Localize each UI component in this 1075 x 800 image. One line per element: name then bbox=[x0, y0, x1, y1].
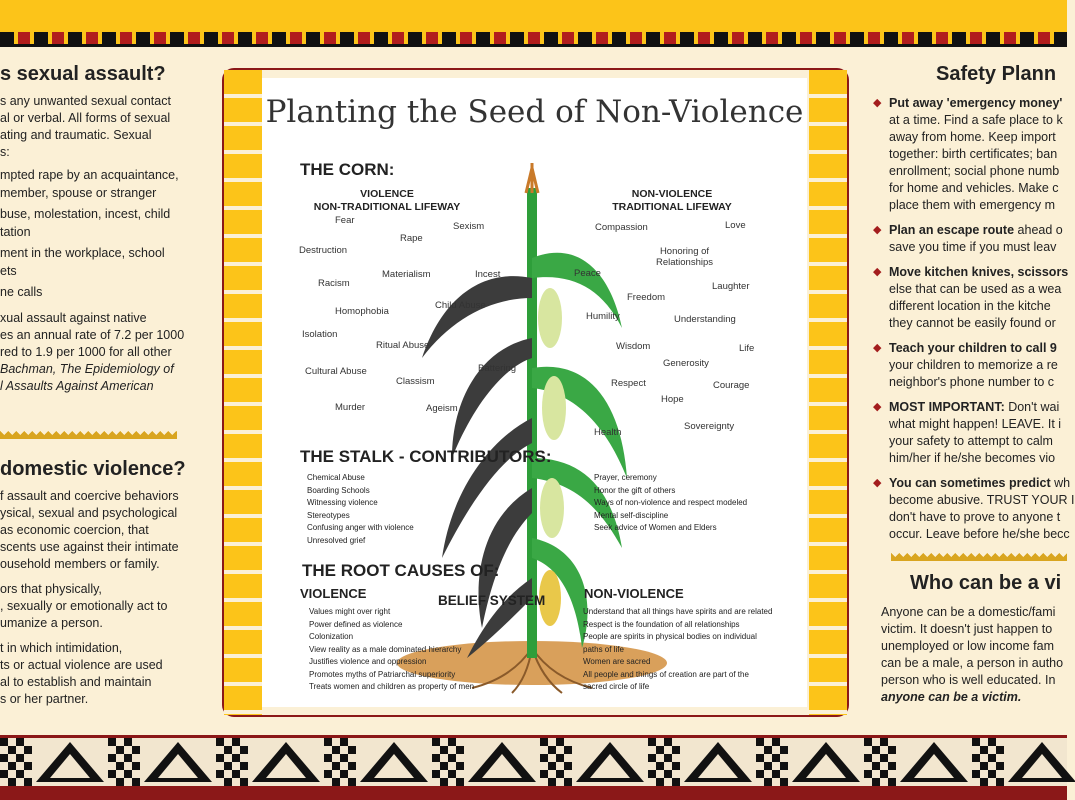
top-pattern-stripe bbox=[0, 32, 1067, 44]
text-line: ating and traumatic. Sexual bbox=[0, 128, 152, 142]
pattern-square bbox=[440, 746, 448, 754]
pattern-square bbox=[672, 762, 680, 770]
item-line: for home and vehicles. Make c bbox=[889, 181, 1059, 195]
intimidation-paragraph bbox=[0, 640, 205, 708]
poster-frame bbox=[222, 68, 849, 717]
text-line: al to establish and maintain bbox=[0, 674, 152, 689]
pattern-square bbox=[340, 754, 348, 762]
pattern-square bbox=[440, 762, 448, 770]
pattern-square bbox=[108, 738, 116, 746]
pattern-square bbox=[556, 770, 564, 778]
root-causes-heading: THE ROOT CAUSES OF: bbox=[302, 561, 500, 580]
word-sexism: Sexism bbox=[453, 221, 485, 232]
pattern-square bbox=[240, 746, 248, 754]
pattern-square bbox=[548, 746, 556, 754]
pattern-square bbox=[540, 754, 548, 762]
domestic-violence-heading: domestic violence? bbox=[0, 457, 186, 480]
pattern-square bbox=[232, 738, 240, 746]
pattern-square bbox=[348, 778, 356, 786]
text-line: ysical, sexual and psychological bbox=[0, 505, 178, 520]
pattern-square bbox=[988, 738, 996, 746]
pattern-square bbox=[996, 762, 1004, 770]
pattern-square bbox=[996, 746, 1004, 754]
word-line: Honoring of bbox=[659, 246, 710, 257]
pattern-square bbox=[116, 778, 124, 786]
item-line: they cannot be easily found or bbox=[889, 316, 1056, 330]
pattern-square bbox=[540, 738, 548, 746]
text-line: can be a male, a person in autho bbox=[881, 656, 1064, 670]
left-column bbox=[0, 60, 205, 708]
sexual-assault-heading: s sexual assault? bbox=[0, 63, 166, 85]
section-divider bbox=[0, 431, 177, 439]
item-inline: ahead o bbox=[1014, 223, 1063, 237]
text-line: s any unwanted sexual contact bbox=[0, 94, 171, 108]
list-item: Treats women and children as property of men bbox=[309, 682, 475, 691]
list-item: Boarding Schools bbox=[307, 485, 370, 495]
word-life: Life bbox=[739, 343, 755, 354]
pattern-square bbox=[132, 746, 140, 754]
text-line: umanize a person. bbox=[0, 615, 103, 630]
item-bold: You can sometimes predict bbox=[889, 476, 1051, 490]
pattern-square bbox=[24, 762, 32, 770]
left-gold-rail bbox=[224, 70, 262, 715]
item-line: occur. Leave before he/she becc bbox=[889, 527, 1070, 541]
pattern-square bbox=[780, 762, 788, 770]
pattern-square bbox=[980, 746, 988, 754]
text-line: as economic coercion, that bbox=[0, 522, 149, 537]
text-line: es an annual rate of 7.2 per 1000 bbox=[0, 327, 185, 342]
item-bold: Teach your children to call 9 bbox=[889, 341, 1057, 355]
pattern-square bbox=[756, 738, 764, 746]
text-line: ousehold members or family. bbox=[0, 556, 160, 571]
list-item: Power defined as violence bbox=[309, 619, 403, 629]
list-item: Mental self-discipline bbox=[594, 510, 669, 520]
list-item: Colonization bbox=[309, 632, 354, 641]
citation-line: l Assaults Against American bbox=[0, 378, 154, 393]
pattern-square bbox=[432, 770, 440, 778]
item-inline: Don't wai bbox=[1004, 400, 1060, 414]
corn-ear bbox=[538, 288, 562, 348]
word-understanding: Understanding bbox=[674, 314, 736, 325]
text-line: unemployed or low income fam bbox=[881, 639, 1054, 653]
pattern-square bbox=[548, 778, 556, 786]
item-bold: MOST IMPORTANT: bbox=[889, 400, 1005, 414]
item-bold: Put away 'emergency money' bbox=[889, 96, 1063, 110]
word-destruction: Destruction bbox=[299, 245, 348, 256]
pattern-square bbox=[888, 762, 896, 770]
text-line: al or verbal. All forms of sexual bbox=[0, 111, 171, 125]
item-line: your children to memorize a re bbox=[889, 358, 1058, 372]
list-item: Respect is the foundation of all relationships bbox=[583, 619, 740, 629]
list-item: Ways of non-violence and respect modeled bbox=[594, 498, 748, 507]
list-item: Women are sacred bbox=[583, 657, 651, 666]
word-isolation: Isolation bbox=[302, 329, 338, 340]
pattern-square bbox=[980, 778, 988, 786]
pattern-square bbox=[756, 754, 764, 762]
pattern-square bbox=[332, 778, 340, 786]
safety-item bbox=[873, 399, 1067, 467]
pattern-square bbox=[232, 770, 240, 778]
text-line: s or her partner. bbox=[0, 691, 89, 706]
word-fear: Fear bbox=[335, 215, 355, 226]
text-line: xual assault against native bbox=[0, 310, 147, 325]
pattern-square bbox=[348, 762, 356, 770]
item-line: don't have to prove to anyone t bbox=[889, 510, 1061, 524]
text-line: red to 1.9 per 1000 for all other bbox=[0, 344, 172, 359]
word-ageism: Ageism bbox=[426, 403, 458, 414]
word-love: Love bbox=[725, 220, 746, 231]
item-inline: wh bbox=[1050, 476, 1071, 490]
list-item: Stereotypes bbox=[307, 510, 350, 520]
word-compassion: Compassion bbox=[595, 222, 648, 233]
pattern-square bbox=[456, 762, 464, 770]
word-honoring bbox=[647, 246, 722, 268]
list-item: ne calls bbox=[0, 285, 43, 299]
header-line: VIOLENCE bbox=[360, 188, 414, 200]
pattern-square bbox=[888, 746, 896, 754]
list-item: Honor the gift of others bbox=[594, 485, 676, 495]
header-line: TRADITIONAL LIFEWAY bbox=[612, 201, 732, 213]
root-nonviolence-label: NON-VIOLENCE bbox=[584, 586, 684, 601]
pattern-square bbox=[656, 762, 664, 770]
list-item: buse, molestation, incest, child bbox=[0, 207, 171, 221]
pattern-square bbox=[764, 746, 772, 754]
list-item: Promotes myths of Patriarchal superiority bbox=[309, 669, 456, 679]
pattern-square bbox=[780, 778, 788, 786]
corn-heading: THE CORN: bbox=[300, 160, 395, 179]
statistics-paragraph bbox=[0, 310, 205, 395]
list-item: Chemical Abuse bbox=[307, 473, 365, 482]
word-child-abuse: Child Abuse bbox=[435, 300, 486, 311]
item-line: your safety to attempt to calm bbox=[889, 434, 1053, 448]
word-murder: Murder bbox=[335, 402, 366, 413]
item-line: save you time if you must leav bbox=[889, 240, 1057, 254]
pattern-square bbox=[224, 762, 232, 770]
victim-paragraph bbox=[881, 604, 1067, 706]
pattern-square bbox=[240, 778, 248, 786]
sexual-assault-list bbox=[0, 167, 205, 302]
pattern-square bbox=[8, 778, 16, 786]
text-line: ts or actual violence are used bbox=[0, 657, 163, 672]
pattern-square bbox=[332, 746, 340, 754]
behaviors-paragraph bbox=[0, 581, 205, 632]
pattern-square bbox=[972, 754, 980, 762]
word-ritual-abuse: Ritual Abuse bbox=[376, 340, 430, 351]
nonviolence-header bbox=[602, 188, 742, 214]
item-line: neighbor's phone number to c bbox=[889, 375, 1054, 389]
pattern-square bbox=[672, 778, 680, 786]
corn-ear bbox=[540, 478, 564, 538]
list-item: mpted rape by an acquaintance, bbox=[0, 168, 179, 182]
pattern-square bbox=[988, 770, 996, 778]
word-homophobia: Homophobia bbox=[335, 306, 389, 317]
pattern-square bbox=[16, 738, 24, 746]
list-item: Confusing anger with violence bbox=[307, 523, 414, 532]
pattern-square bbox=[116, 746, 124, 754]
pattern-square bbox=[456, 746, 464, 754]
pattern-square bbox=[872, 778, 880, 786]
list-item: Witnessing violence bbox=[307, 498, 378, 507]
citation-line: Bachman, The Epidemiology of bbox=[0, 361, 174, 376]
pattern-square bbox=[972, 770, 980, 778]
list-item: All people and things of creation are part of the bbox=[583, 669, 749, 679]
item-line: away from home. Keep import bbox=[889, 130, 1056, 144]
pattern-square bbox=[324, 770, 332, 778]
text-line: victim. It doesn't just happen to bbox=[881, 622, 1053, 636]
pattern-square bbox=[216, 738, 224, 746]
word-sovereignty: Sovereignty bbox=[684, 421, 735, 432]
pattern-square bbox=[0, 754, 8, 762]
list-item: Prayer, ceremony bbox=[594, 473, 657, 482]
pattern-square bbox=[880, 754, 888, 762]
pattern-square bbox=[556, 754, 564, 762]
pattern-square bbox=[648, 770, 656, 778]
pattern-square bbox=[664, 770, 672, 778]
text-line: anyone can be a victim. bbox=[881, 690, 1022, 704]
pattern-square bbox=[664, 738, 672, 746]
pattern-square bbox=[980, 762, 988, 770]
pattern-square bbox=[672, 746, 680, 754]
item-bold: Move kitchen knives, scissors bbox=[889, 265, 1069, 279]
right-column bbox=[873, 60, 1075, 706]
pattern-square bbox=[664, 754, 672, 762]
list-item: People are spirits in physical bodies on individual bbox=[583, 632, 757, 641]
word-classism: Classism bbox=[396, 376, 435, 387]
pattern-square bbox=[872, 762, 880, 770]
list-item: View reality as a male dominated hierarchy bbox=[309, 644, 462, 654]
item-line: at a time. Find a safe place to k bbox=[889, 113, 1063, 127]
pattern-square bbox=[888, 778, 896, 786]
item-bold: Plan an escape route bbox=[889, 223, 1015, 237]
pattern-square bbox=[656, 778, 664, 786]
text-line: s: bbox=[0, 145, 10, 159]
pattern-square bbox=[972, 738, 980, 746]
pattern-square bbox=[864, 770, 872, 778]
pattern-square bbox=[0, 770, 8, 778]
pattern-square bbox=[540, 770, 548, 778]
pattern-square bbox=[124, 770, 132, 778]
list-item: Justifies violence and oppression bbox=[309, 657, 427, 666]
item-line: him/her if he/she becomes vio bbox=[889, 451, 1056, 465]
pattern-square bbox=[132, 762, 140, 770]
pattern-square bbox=[880, 738, 888, 746]
section-divider bbox=[891, 553, 1067, 561]
safety-item bbox=[873, 475, 1075, 543]
pattern-square bbox=[0, 738, 8, 746]
text-line: person who is well educated. In bbox=[881, 673, 1056, 687]
item-line: become abusive. TRUST YOUR I bbox=[889, 493, 1075, 507]
pattern-square bbox=[232, 754, 240, 762]
list-item: sacred circle of life bbox=[583, 682, 650, 691]
pattern-square bbox=[240, 762, 248, 770]
text-line: t in which intimidation, bbox=[0, 640, 123, 655]
who-can-be-victim-heading: Who can be a vi bbox=[910, 572, 1062, 594]
text-line: scents use against their intimate bbox=[0, 539, 179, 554]
root-causes-nonviolence bbox=[583, 606, 772, 694]
header-line: NON-TRADITIONAL LIFEWAY bbox=[313, 201, 461, 213]
corn-ear bbox=[542, 376, 566, 440]
pattern-square bbox=[432, 754, 440, 762]
item-line: together: birth certificates; ban bbox=[889, 147, 1058, 161]
pattern-square bbox=[216, 770, 224, 778]
word-line: Relationships bbox=[655, 257, 714, 268]
root-violence-label: VIOLENCE bbox=[300, 586, 367, 601]
sexual-assault-intro bbox=[0, 93, 205, 161]
pattern-square bbox=[24, 778, 32, 786]
list-item: Values might over right bbox=[309, 607, 391, 616]
word-cultural-abuse: Cultural Abuse bbox=[305, 366, 367, 377]
pattern-square bbox=[996, 778, 1004, 786]
list-item: Understand that all things have spirits and are related bbox=[583, 607, 773, 616]
pattern-square bbox=[340, 738, 348, 746]
pattern-square bbox=[216, 754, 224, 762]
safety-item bbox=[873, 340, 1067, 391]
pattern-square bbox=[648, 754, 656, 762]
stalk-heading: THE STALK - CONTRIBUTORS: bbox=[300, 447, 552, 466]
domestic-violence-definition bbox=[0, 488, 205, 573]
list-item: Seek advice of Women and Elders bbox=[594, 523, 717, 532]
belief-system-label: BELIEF SYSTEM bbox=[438, 593, 546, 608]
pattern-square bbox=[8, 762, 16, 770]
top-divider-line bbox=[0, 44, 1067, 47]
list-item: Unresolved grief bbox=[307, 535, 366, 545]
pattern-square bbox=[24, 746, 32, 754]
pattern-square bbox=[108, 770, 116, 778]
pattern-square bbox=[224, 778, 232, 786]
text-line: ors that physically, bbox=[0, 581, 102, 596]
word-courage: Courage bbox=[713, 380, 750, 391]
pattern-square bbox=[448, 770, 456, 778]
pattern-square bbox=[324, 754, 332, 762]
bottom-geometric-pattern bbox=[0, 738, 1067, 786]
pattern-square bbox=[432, 738, 440, 746]
word-battering: Battering bbox=[478, 363, 517, 374]
list-item: paths of life bbox=[583, 644, 624, 654]
header-line: NON-VIOLENCE bbox=[631, 188, 713, 200]
pattern-square bbox=[864, 738, 872, 746]
root-causes-violence bbox=[309, 606, 474, 694]
pattern-square bbox=[764, 778, 772, 786]
pattern-square bbox=[332, 762, 340, 770]
word-health: Health bbox=[594, 427, 622, 438]
pattern-square bbox=[8, 746, 16, 754]
word-respect: Respect bbox=[611, 378, 646, 389]
item-line: enrollment; social phone numb bbox=[889, 164, 1060, 178]
pattern-square bbox=[124, 754, 132, 762]
text-line: Anyone can be a domestic/fami bbox=[881, 605, 1056, 619]
pattern-square bbox=[988, 754, 996, 762]
pattern-square bbox=[440, 778, 448, 786]
pattern-square bbox=[124, 738, 132, 746]
right-gold-rail bbox=[809, 70, 847, 715]
word-humility: Humility bbox=[586, 311, 620, 322]
pattern-square bbox=[548, 762, 556, 770]
list-item: member, spouse or stranger bbox=[0, 185, 157, 200]
stalk-contributors-violence bbox=[307, 472, 414, 547]
word-generosity: Generosity bbox=[663, 358, 709, 369]
word-rape: Rape bbox=[400, 233, 423, 244]
violence-header bbox=[302, 188, 472, 214]
text-line: f assault and coercive behaviors bbox=[0, 488, 179, 503]
pattern-square bbox=[348, 746, 356, 754]
poster-title: Planting the Seed of Non-Violence bbox=[265, 94, 804, 130]
pattern-square bbox=[756, 770, 764, 778]
text-line: , sexually or emotionally act to bbox=[0, 598, 168, 613]
word-incest: Incest bbox=[475, 269, 501, 280]
pattern-square bbox=[564, 746, 572, 754]
item-line: different location in the kitche bbox=[889, 299, 1051, 313]
pattern-square bbox=[108, 754, 116, 762]
item-line: place them with emergency m bbox=[889, 198, 1056, 212]
tassel bbox=[526, 163, 538, 193]
safety-item bbox=[873, 264, 1067, 332]
pattern-square bbox=[16, 770, 24, 778]
pattern-square bbox=[324, 738, 332, 746]
pattern-square bbox=[772, 770, 780, 778]
pattern-square bbox=[864, 754, 872, 762]
list-item: tation bbox=[0, 224, 31, 239]
word-peace: Peace bbox=[574, 268, 601, 279]
safety-item bbox=[873, 222, 1067, 256]
pattern-square bbox=[224, 746, 232, 754]
pattern-square bbox=[448, 754, 456, 762]
word-wisdom: Wisdom bbox=[616, 341, 651, 352]
item-line: what might happen! LEAVE. It i bbox=[889, 417, 1062, 431]
pattern-square bbox=[772, 738, 780, 746]
item-line: else that can be used as a wea bbox=[889, 282, 1062, 296]
pattern-square bbox=[564, 778, 572, 786]
word-freedom: Freedom bbox=[627, 292, 666, 303]
pattern-square bbox=[132, 778, 140, 786]
pattern-square bbox=[340, 770, 348, 778]
pattern-square bbox=[456, 778, 464, 786]
pattern-square bbox=[772, 754, 780, 762]
pattern-square bbox=[764, 762, 772, 770]
pattern-square bbox=[880, 770, 888, 778]
safety-planning-heading: Safety Plann bbox=[936, 63, 1057, 85]
list-item: ets bbox=[0, 263, 17, 278]
pattern-square bbox=[656, 746, 664, 754]
pattern-square bbox=[16, 754, 24, 762]
pattern-square bbox=[448, 738, 456, 746]
safety-item bbox=[873, 95, 1067, 214]
poster-panel bbox=[262, 78, 807, 707]
pattern-square bbox=[564, 762, 572, 770]
pattern-square bbox=[116, 762, 124, 770]
pattern-square bbox=[648, 738, 656, 746]
pattern-square bbox=[780, 746, 788, 754]
word-hope: Hope bbox=[661, 394, 684, 405]
word-laughter: Laughter bbox=[712, 281, 750, 292]
top-decorative-band bbox=[0, 0, 1067, 32]
word-materialism: Materialism bbox=[382, 269, 431, 280]
list-item: ment in the workplace, school bbox=[0, 246, 165, 260]
stalk-contributors-nonviolence bbox=[594, 472, 747, 535]
pattern-square bbox=[872, 746, 880, 754]
word-racism: Racism bbox=[318, 278, 350, 289]
pattern-square bbox=[556, 738, 564, 746]
